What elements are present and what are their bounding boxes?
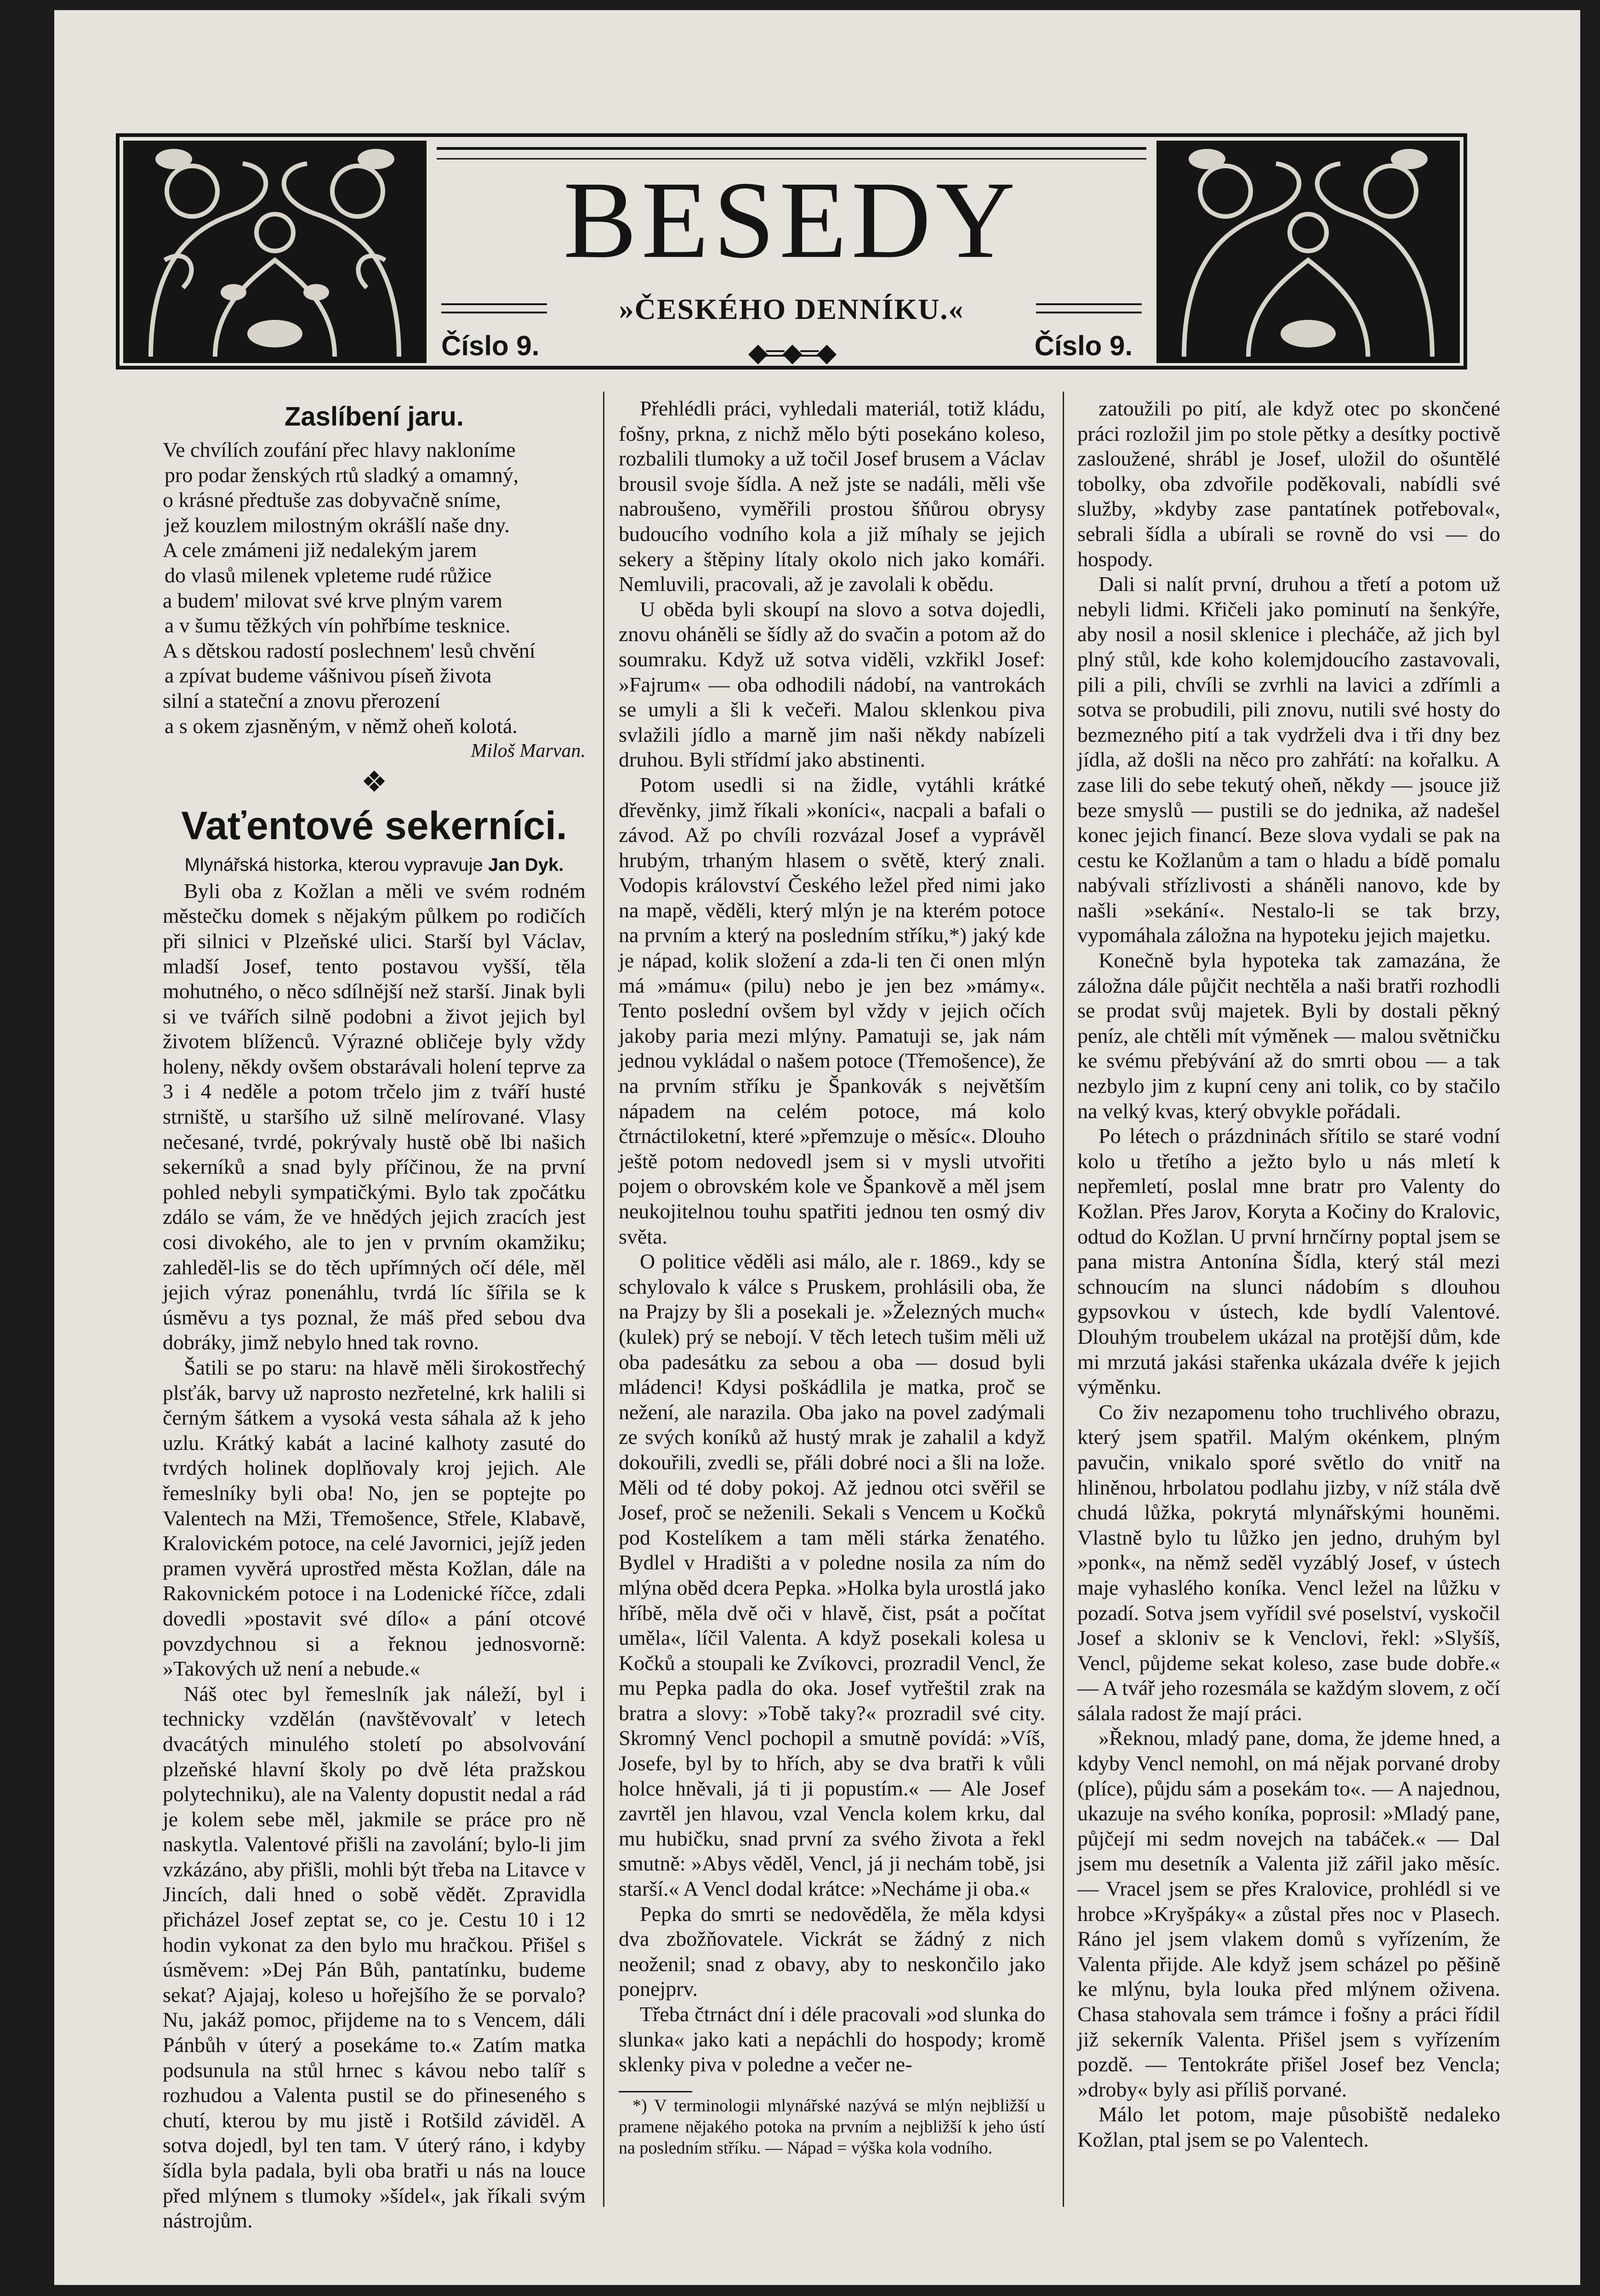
story-paragraph: Třeba čtrnáct dní i déle pracovali »od slunka do slunka« jako kati a nepáchli do hospody; kromě sklenky piva v poledne a večer ne- [619, 2002, 1045, 2076]
masthead-ornament-icon: ◆═◆═◆ [748, 339, 835, 367]
story-paragraph: U oběda byli skoupí na slovo a sotva dojedli, znovu oháněli se šídly až do svačin a potom až do soumraku. Když už sotva viděli, vzkřikl Josef: »Fajrum« — oba odhodili nádobí, na vantrokách se umyli a šli k večeři. Malou sklenkou piva svlažili jídlo a marně jim naši někdy nabízeli druhou. Byli střídmí jako abstinenti. [619, 597, 1045, 772]
poem-line: o krásné předtuše zas dobyvačně sníme, [163, 488, 501, 512]
section-divider-icon: ❖ [361, 765, 387, 798]
story-paragraph: Byli oba z Kožlan a měli ve svém rodném městečku domek s nějakým půlkem po rodičích při silnici v Plzeňské ulici. Starší byl Václav, mladší Josef, tento postavou vyšší, těla mohutného, o něco sdílnější než starší. Jinak byli si ve tvářích silně podobni a život jejich byl životem blíženců. Výrazné obličeje byly vždy holeny, někdy ovšem obstarávali holení teprve za 3 i 4 neděle a potom trčelo jim z tváří husté strniště, u staršího už silně melírované. Vlasy nečesané, tvrdé, pokrývaly hustě obě lbi našich sekerníků a snad byly příčinou, že na první pohled nebyli sympatičkými. Bylo tak zpočátku zdálo se vám, že ve hnědých jejich zracích jest cosi divokého, ale to jen v prvním okamžiku; zahleděl-lis se do těch upřímných očí déle, měl jejich výraz ponenáhlu, tvrdá líc šířila se k úsměvu a tys poznal, že máš před sebou dva dobráky, jimž nebylo hned tak rovno. [163, 879, 586, 1354]
story-paragraph: O politice věděli asi málo, ale r. 1869., kdy se schylovalo k válce s Pruskem, prohlásili oba, že na Prajzy by šli a posekali je. »Železných much« (kulek) prý se nebojí. V těch letech tušim měli už oba padesátku za sebou a oba — dosud byli mládenci! Kdysi poškádlila je matka, proč se nežení, ale narazila. Oba jako na povel zadýmali ze svých koníků až hustý mrak je zahalil a když dokouřili, zvedli se, přáli dobré noci a šli na lože. Měli od té doby pokoj. Až jednou otci svěřil se Josef, proč se neženili. Sekali s Vencem u Kočků pod Kostelíkem a tam měli stárka ženatého. Bydlel v Hradišti a v poledne nosila za ním do mlýna oběd dcera Pepka. »Holka byla urostlá jako hříbě, měla dvě oči v hlavě, čist, psát a počítat uměla«, líčil Valenta. A když posekali kolesa u Kočků a stoupali ke Zvíkovci, prozradil Vencl, že mu Pepka padla do oka. Josef vytřeštil zrak na bratra a slovy: »Tobě taky?« prozradil své city. Skromný Vencl pochopil a smutně povídá: »Víš, Josefe, byl by to hřích, aby se dva bratři k vůli holce hněvali, já ti ji popustím.« — Ale Josef zavrtěl jen hlavou, vzal Vencla kolem krku, dal mu hubičku, snad první za svého života a řekl smutně: »Abys věděl, Vencl, já ji nechám tobě, jsi starší.« A Vencl dodal krátce: »Necháme ji oba.« [619, 1250, 1045, 1901]
story-subtitle-text: Mlynářská historka, kterou vypravuje [184, 854, 483, 875]
poem-stanza [163, 438, 586, 538]
footnote-rule [619, 2091, 692, 2092]
poem-stanza [163, 638, 586, 739]
story-paragraph: zatoužili po pití, ale když otec po skončené práci rozložil jim po stole pětky a desítky poctivě zasloužené, shrábl je Josef, uložil do ošuntělé tobolky, oba zdvořile poděkovali, nabídli své služby, »kdyby zase pantatínek potřeboval«, sebrali šídla a ubírali se rovně do vsi — do hospody. [1077, 397, 1500, 571]
poem-line: A cele zmámeni již nedalekým jarem [163, 538, 477, 562]
newspaper-page [54, 10, 1580, 2285]
issue-number-left: Číslo 9. [441, 330, 540, 361]
column-3 [1077, 396, 1500, 2153]
poem-line: a zpívat budeme vášnivou píseň života [165, 664, 492, 688]
column-divider [1063, 392, 1064, 2207]
column-2 [619, 396, 1045, 2159]
poem-line: a budem' milovat své krve plným varem [163, 588, 502, 612]
story-subtitle [163, 851, 586, 879]
poem-line: pro podar ženských rtů sladký a omamný, [165, 463, 519, 487]
story-paragraph: »Řeknou, mladý pane, doma, že jdeme hned, a kdyby Vencl nemohl, on má nějak porvané droby (plíce), půjdu sám a posekám to«. — A najednou, ukazuje na svého koníka, poprosil: »Mladý pane, půjčejí mi sedm novejch na tabáček.« — Dal jsem mu desetník a Valenta již zářil jako měsíc. — Vracel jsem se přes Kralovice, prohlédl si ve hrobce »Kryšpáky« a zůstal přes noc v Plasech. Ráno jel jsem vlakem domů s vyřízením, že Valenta přijde. Ale když jsem scházel po pěšině ke mlýnu, byla louka před mlýnem oživena. Chasa stahovala sem trámce i fošny a práci řídil již sekerník Valenta. Přišel jsem s vyřízením pozdě. — Tentokráte přišel Josef bez Vencla; »droby« byly asi příliš porvané. [1077, 1726, 1500, 2101]
poem-line: a s okem zjasněným, v němž oheň kolotá. [165, 714, 518, 738]
story-paragraph: Pepka do smrti se nedověděla, že měla kdysi dva zbožňovatele. Vickrát se žádný z nich neoženil; snad z obavy, aby to neskončilo jako ponejprv. [619, 1902, 1045, 2001]
masthead-top-rule [437, 147, 1146, 159]
story-paragraph: Šatili se po staru: na hlavě měli širokostřechý plsťák, barvy už naprosto nezřetelné, krk halili si černým šátkem a vysoká vesta sáhala až k jeho uzlu. Krátký kabát a laciné kalhoty zasuté do tvrdých holinek doplňovaly kroj jejich. Ale řemeslníky byli oba! No, jen se poptejte po Valentech na Mži, Třemošence, Střele, Klabavě, Kralovickém potoce, na celé Javornici, jejíž jeden pramen vyvěrá uprostřed města Kožlan, dále na Rakovnickém potoce i na Lodenické říčce, zdali dovedli »postavit své dílo« a pání otcové povzdychnou si a řeknou jednosvorně: »Takových už není a nebude.« [163, 1356, 586, 1681]
column-1 [163, 396, 586, 2233]
ornament-left-vine-icon [123, 141, 427, 363]
ornament-right-vine-icon [1156, 141, 1460, 363]
story-paragraph: Co živ nezapomenu toho truchlivého obrazu, který jsem spatřil. Malým okénkem, plným pavučin, vnikalo sporé světlo do vnitř na hliněnou, hrbolatou podlahu jizby, v níž stála dvě chudá lůžka, pokrytá mlynářskými hounĕmi. Vlastně bylo tu lůžko jen jedno, druhým byl »ponk«, na němž seděl vyzáblý Josef, v ústech maje vyhaslého koníka. Vencl ležel na lůžku v pozadí. Sotva jsem vyřídil své poselství, vyskočil Josef a skloniv se k Venclovi, řekl: »Slyšíš, Vencl, půjdeme sekat koleso, zase bude dobře.« — A tvář jeho rozesmála se každým slovem, z očí sálala radost že mají práci. [1077, 1400, 1500, 1725]
footnote: *) V terminologii mlynářské nazývá se mlýn nejbližší u pramene nějakého potoka na prvním a nejbližší k jeho ústí na posledním stříku. — Nápad = výška kola vodního. [619, 2096, 1045, 2158]
story-paragraph: Konečně byla hypoteka tak zamazána, že záložna dále půjčit nechtěla a naši bratři rozhodli se prodat svůj majetek. Byli by dostali pěkný peníz, ale chtěli mít výměnek — malou světničku ke svému přebývání až do smrti obou — a tak nezbylo jim z kupní ceny ani tolik, co by stačilo na velký kvas, který obvykle pořádali. [1077, 949, 1500, 1123]
poem-line: do vlasů milenek vpleteme rudé růžice [165, 563, 492, 587]
column-divider [603, 392, 604, 2207]
story-paragraph: Po létech o prázdninách sřítilo se staré vodní kolo u třetího a ježto bylo u nás mletí k nepřemletí, poslal mne bratr pro Valenty do Kožlan. Přes Jarov, Koryta a Kočiny do Kralovic, odtud do Kožlan. U první hrnčírny poptal jsem se pana mistra Antonína Šídla, který stál mezi schnoucím na slunci nádobím s dlouhou gypsovkou v ústech, kde bydlí Valentové. Dlouhým troubelem ukázal na protější dům, kde mi mrzutá jakási stařenka ukázala dvéře k jejich výměnku. [1077, 1124, 1500, 1399]
story-paragraph: Málo let potom, maje působiště nedaleko Kožlan, ptal jsem se po Valentech. [1077, 2103, 1500, 2151]
newspaper-title: BESEDY [563, 159, 1020, 281]
story-paragraph: Potom usedli si na židle, vytáhli krátké dřevěnky, jimž říkali »koníci«, nacpali a bafali o závod. Až po chvíli rozvázal Josef a vyprávěl hrubým, trhaným hlasem o světě, který znali. Vodopis království Českého ležel před nimi jako na mapě, věděli, který mlýn je na kterém potoce na prvním a který na posledním stříku,*) jaký kde je nápad, kolik složení a zda-li ten či onen mlýn má »mámu« (pilu) nebo je jen bez »mámy«. Tento poslední ovšem byl vždy v jejich očích jakoby paria mezi mlýny. Pamatuji se, jak nám jednou vykládal o našem potoce (Třemošence), že na prvním stříku je Špankovák s největším nápadem na celém potoce, má kolo čtrnáctiloketní, které »přemzuje o měsíc«. Dlouho ještě potom nedovedl jsem si v mysli utvořiti pojem o obrovském kole ve Špankově a měl jsem neukojitelnou touhu spatřiti jednou ten osmý div světa. [619, 773, 1045, 1248]
poem-title: Zaslíbení jaru. [285, 402, 464, 432]
poem-stanza [163, 538, 586, 638]
story-paragraph: Náš otec byl řemeslník jak náleží, byl i technicky vzdělán (navštěvovalť v letech dvacátých minulého století po absolvování plzeňské hlavní školy po dvě léta pražskou polytechniku), ale na Valenty dopustit nedal a rád je kolem sebe měl, jakmile se práce pro ně naskytla. Valentové přišli na zavolání; bylo-li jim vzkázáno, aby přišli, mohli být třeba na Litavce v Jincích, dali hned o sobě vědět. Zpravidla přicházel Josef zeptat se, co je. Cestu 10 i 12 hodin vykonat za den bylo mu hračkou. Přišel s úsměvem: »Dej Pán Bůh, pantatínku, budeme sekat? Ajajaj, koleso u hořejšího že se porvalo? Nu, jakáž pomoc, přijdeme na to s Vencem, dáli Pánbůh v úterý a posekáme to.« Zatím matka podsunula na stůl hrnec s kávou nebo talíř s rozhudou a Valenta pustil se do přineseného s chutí, kterou by mu jistě i Rotšild záviděl. A sotva dojedl, byl ten tam. V úterý ráno, i kdyby šídla byla padala, byli oba bratři u nás na louce před mlýnem s tlumoky »šídel«, jak říkali svým nástrojům. [163, 1682, 586, 2233]
masthead [116, 133, 1467, 369]
poem-line: jež kouzlem milostným okrášlí naše dny. [165, 513, 510, 537]
story-paragraph: Dali si nalít první, druhou a třetí a potom už nebyli lidmi. Křičeli jako pominutí na šenkýře, aby nosil a nosil sklenice i plecháče, až jich byl plný stůl, kde koho kolemjdoucího zastavovali, pili a pili, chvíli se zvrhli na lavici a zdřímli a sotva se probudili, pili znovu, nutili své hosty do bezmezného pití a tak vydrželi dva i tři dny bez jídla, až došli na něco pro zahřátí: na kořalku. A zase lili do sebe tekutý oheň, někdy — jsouce již beze smyslů — pustili se do jednika, až nadešel konec jejich financí. Beze slova vydali se pak na cestu ke Kožlanům a tam o hladu a bídě pomalu nabývali střízlivosti a sháněli nanovo, kde by našli »sekání«. Nestalo-li se tak brzy, vypomáhala záložna na hypoteku jejich majetku. [1077, 572, 1500, 947]
story-paragraph: Přehlédli práci, vyhledali materiál, totiž kládu, fošny, prkna, z nichž mělo býti posekáno koleso, rozbalili tlumoky a už točil Josef brusem a Václav brousil svoje šídla. A než jste se nadáli, měli vše nabroušeno, vyměřili prostou šňůrou obrysy budoucího vodního kola a již míhaly se jejich sekery a štěpiny lítaly okolo nich jako komáři. Nemluvili, pracovali, až je zavolali k obědu. [619, 397, 1045, 596]
poem-line: A s dětskou radostí poslechnem' lesů chvění [163, 638, 535, 662]
poem-line: a v šumu těžkých vín pohřbíme tesknice. [165, 614, 511, 637]
story-author: Jan Dyk. [488, 854, 564, 875]
poem-author: Miloš Marvan. [471, 740, 586, 762]
issue-number-right: Číslo 9. [1034, 330, 1133, 361]
poem-line: Ve chvílích zoufání přec hlavy nakloníme [163, 438, 516, 461]
story-title: Vaťentové sekerníci. [181, 803, 567, 848]
newspaper-subtitle: »ČESKÉHO DENNÍKU.« [619, 293, 964, 325]
poem-line: silní a stateční a znovu přerození [163, 688, 441, 712]
